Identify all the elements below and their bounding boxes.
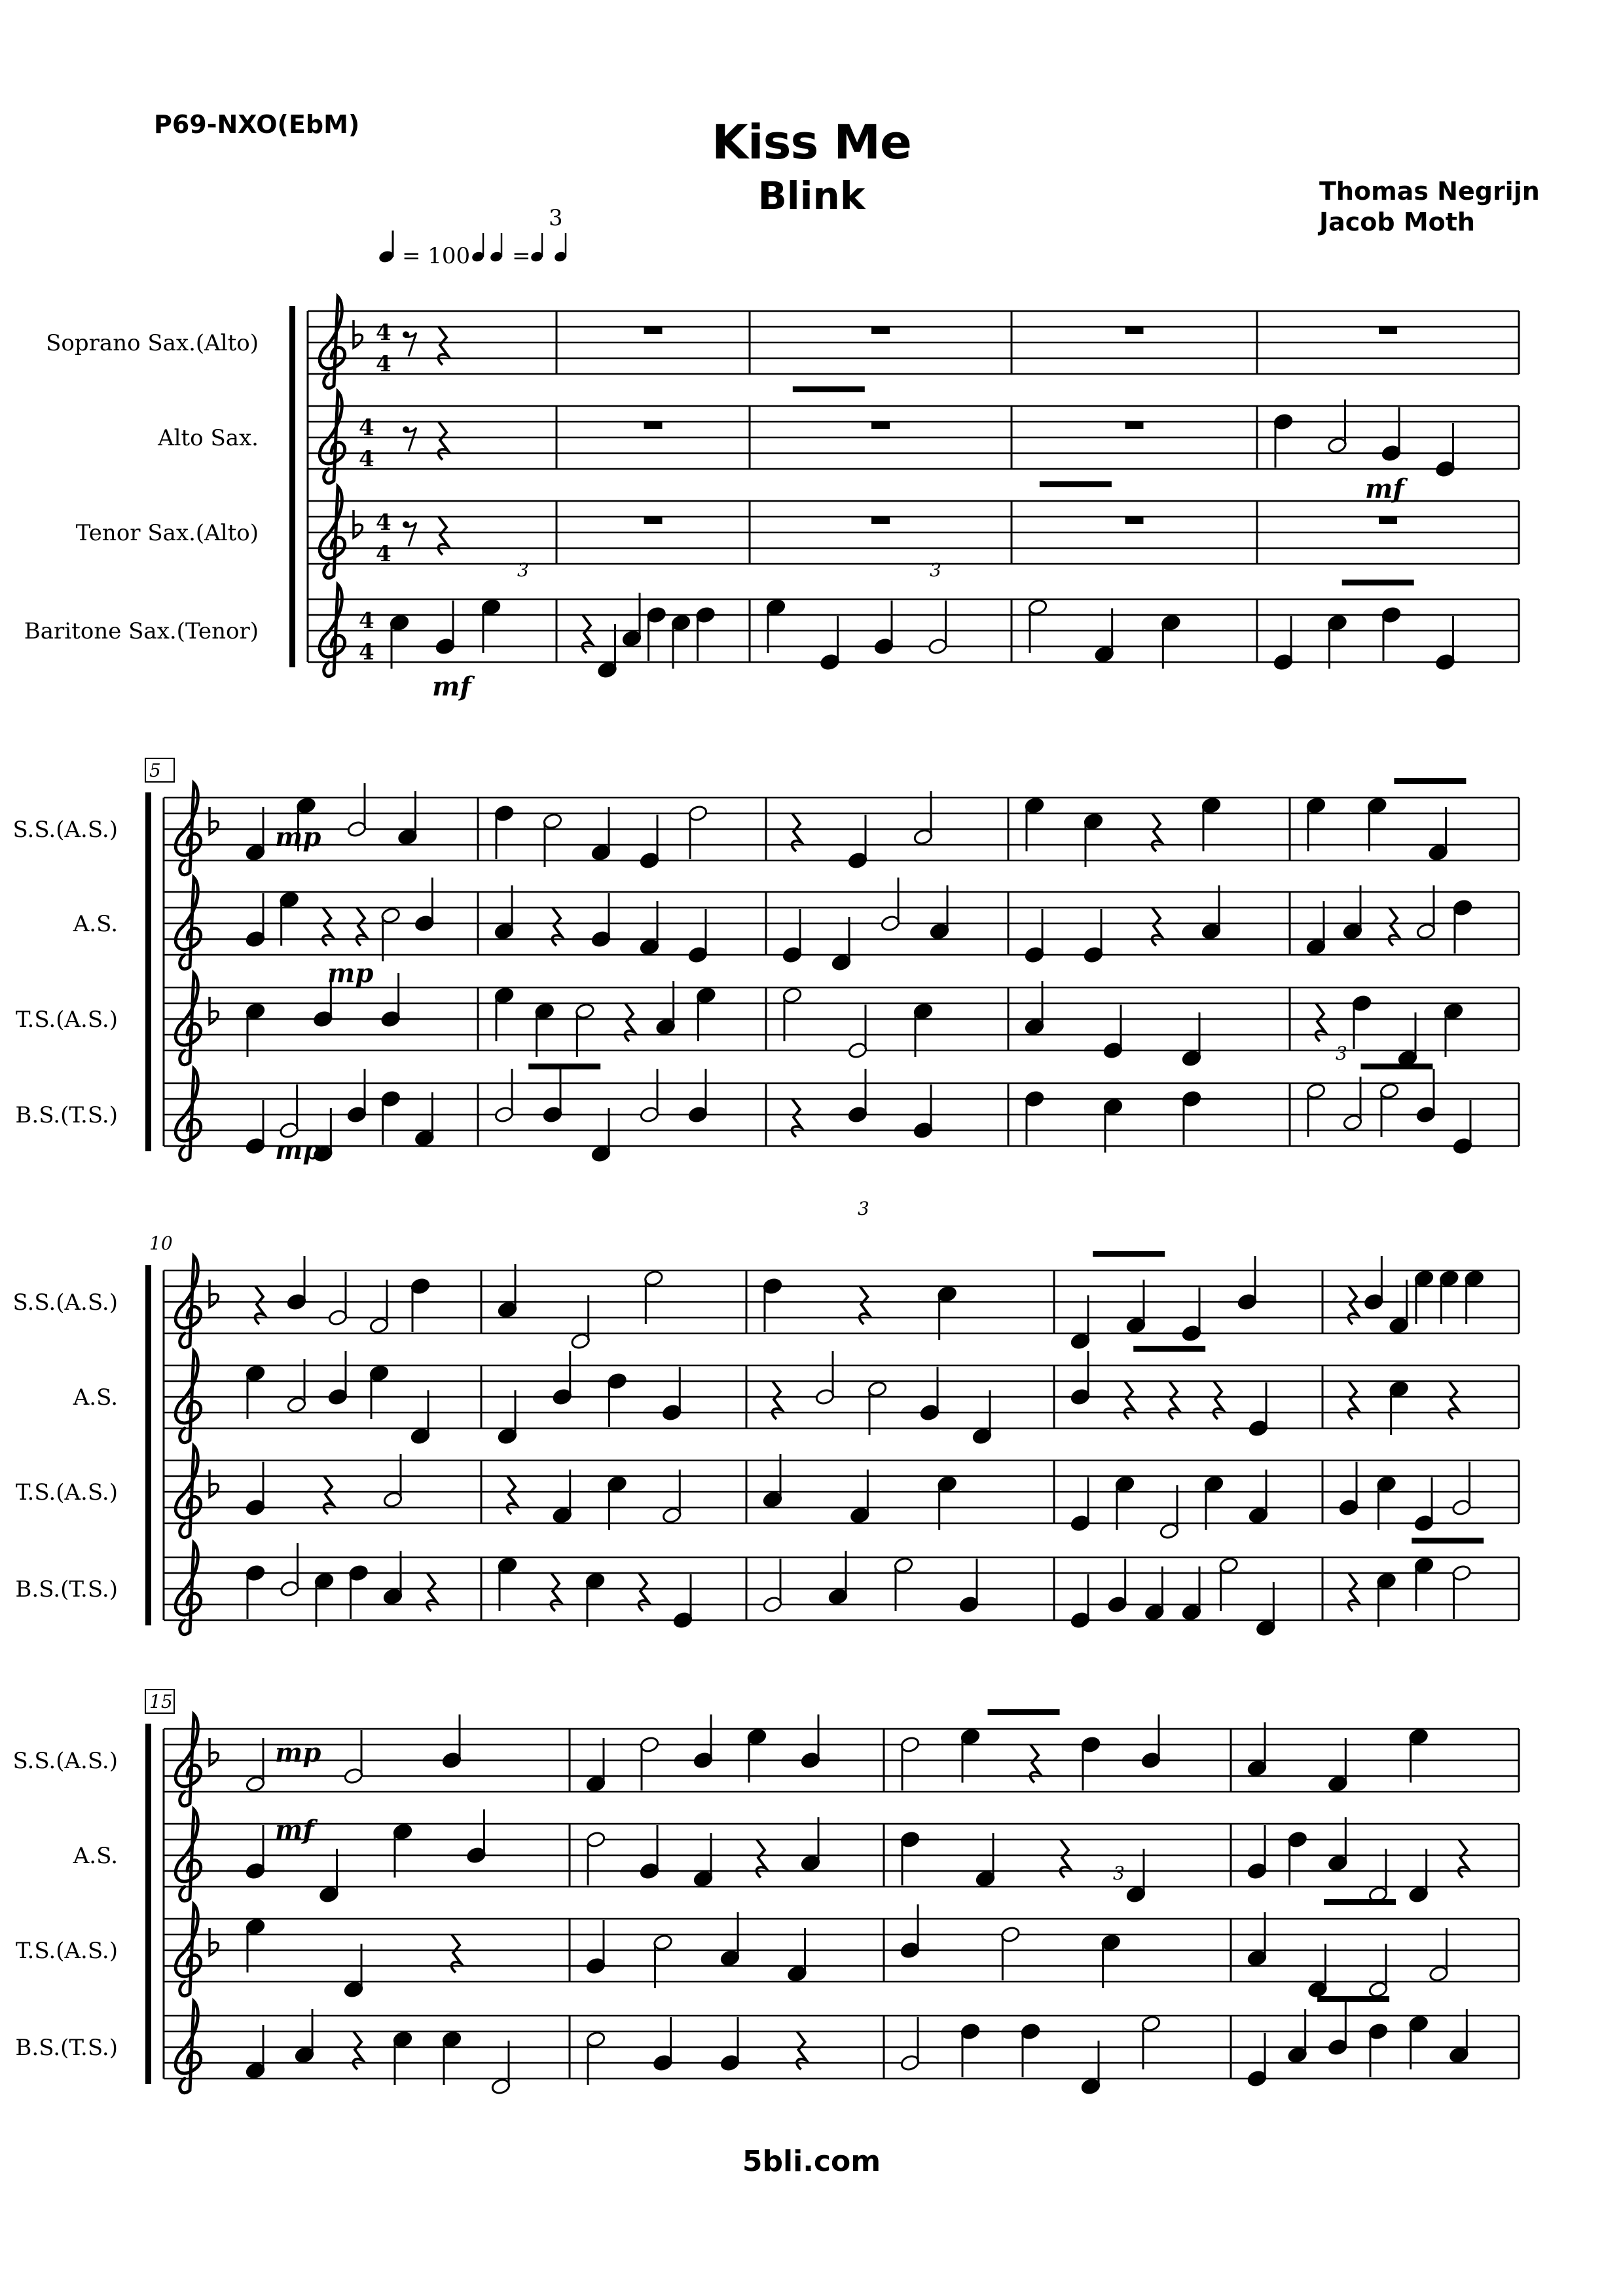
measure-number: 15 [149, 1691, 173, 1713]
quarter-rest [1389, 908, 1398, 946]
swing-equals: = [512, 243, 531, 269]
time-signature-top: 4 [359, 415, 374, 441]
triplet-mark: 3 [549, 205, 563, 231]
whole-rest [1125, 422, 1144, 429]
quarter-rest [773, 1381, 782, 1419]
triplet-mark: 3 [1336, 1043, 1347, 1064]
quarter-rest [551, 1573, 560, 1611]
note-beam [1133, 1346, 1205, 1352]
note-beam [1412, 1538, 1484, 1544]
artist-name: Blink [757, 174, 866, 218]
whole-rest [1379, 327, 1397, 334]
quarter-rest [439, 327, 448, 365]
time-signature-top: 4 [376, 509, 392, 536]
whole-rest [1125, 327, 1144, 334]
whole-rest [871, 327, 890, 334]
quarter-rest [439, 517, 448, 555]
eighth-rest [406, 428, 416, 451]
flat-sign [210, 807, 219, 834]
note-beam [1317, 1996, 1389, 2002]
quarter-rest [583, 615, 592, 653]
quarter-rest [553, 908, 562, 946]
triplet-mark: 3 [1113, 1862, 1125, 1884]
triplet-mark: 3 [517, 559, 529, 581]
triplet-mark: 3 [858, 1198, 869, 1219]
quarter-rest [1349, 1381, 1358, 1419]
footer-website: 5bli.com [742, 2145, 881, 2178]
instrument-label: T.S.(A.S.) [15, 1479, 118, 1506]
measure-number: 5 [149, 760, 161, 781]
instrument-label: A.S. [73, 1384, 118, 1411]
note-beam [1093, 1251, 1165, 1257]
quarter-rest [797, 2031, 806, 2069]
note-beam [528, 1064, 600, 1069]
flat-sign [210, 1928, 219, 1955]
whole-rest [644, 517, 663, 524]
note-beam [1342, 580, 1414, 585]
quarter-rest [427, 1573, 436, 1611]
dynamic-mf: mf [432, 671, 471, 702]
instrument-label: B.S.(T.S.) [15, 1576, 118, 1602]
quarter-rest [1061, 1840, 1070, 1878]
note-beam [1040, 481, 1112, 487]
quarter-rest [792, 813, 801, 851]
dynamic-mf: mf [275, 1815, 314, 1845]
instrument-label: Tenor Sax.(Alto) [75, 520, 259, 546]
time-signature-top: 4 [376, 320, 392, 346]
quarter-rest [1449, 1381, 1458, 1419]
quarter-rest [639, 1573, 648, 1611]
dynamic-mp: mp [275, 1737, 321, 1768]
time-signature-bottom: 4 [376, 541, 392, 567]
time-signature-top: 4 [359, 608, 374, 634]
instrument-label: B.S.(T.S.) [15, 2035, 118, 2061]
flat-sign [354, 320, 363, 348]
quarter-rest [357, 908, 366, 946]
whole-rest [871, 422, 890, 429]
quarter-rest [1169, 1381, 1178, 1419]
instrument-label: S.S.(A.S.) [12, 817, 118, 843]
instrument-label: A.S. [73, 911, 118, 937]
instrument-label: Baritone Sax.(Tenor) [24, 618, 259, 644]
dynamic-mp: mp [275, 822, 321, 853]
quarter-rest [1214, 1381, 1223, 1419]
quarter-rest [1152, 813, 1161, 851]
flat-sign [354, 510, 363, 538]
whole-rest [644, 327, 663, 334]
system-bracket [145, 1724, 151, 2084]
note-beam [1360, 1064, 1432, 1069]
flat-sign [210, 997, 219, 1024]
composer-1: Thomas Negrijn [1319, 177, 1540, 206]
system-bracket [145, 1265, 151, 1625]
note-beam [1324, 1899, 1396, 1905]
whole-rest [644, 422, 663, 429]
quarter-rest [324, 1476, 333, 1514]
quarter-rest [1152, 908, 1161, 946]
quarter-rest [860, 1286, 869, 1324]
eighth-rest [406, 333, 416, 356]
quarter-rest [757, 1840, 766, 1878]
instrument-label: T.S.(A.S.) [15, 1938, 118, 1964]
system-bracket [289, 306, 295, 667]
whole-rest [1379, 517, 1397, 524]
instrument-label: T.S.(A.S.) [15, 1007, 118, 1033]
dynamic-mf: mf [1365, 473, 1404, 504]
score-code: P69-NXO(EbM) [154, 110, 360, 139]
flat-sign [210, 1738, 219, 1766]
whole-rest [1125, 517, 1144, 524]
quarter-rest [1349, 1573, 1358, 1611]
quarter-rest [1459, 1840, 1468, 1878]
measure-number: 10 [149, 1232, 173, 1254]
flat-sign [210, 1280, 219, 1307]
quarter-rest [452, 1935, 461, 1972]
quarter-rest [507, 1476, 517, 1514]
dynamic-mp: mp [327, 958, 374, 989]
note-beam [1394, 778, 1466, 784]
dynamic-mp: mp [275, 1135, 321, 1166]
quarter-rest [323, 908, 332, 946]
quarter-rest [1316, 1003, 1325, 1041]
eighth-rest [406, 523, 416, 546]
note-beam [988, 1709, 1060, 1715]
tempo-marking: = 100 [402, 243, 471, 269]
time-signature-bottom: 4 [359, 446, 374, 472]
quarter-rest [792, 1099, 801, 1137]
song-title: Kiss Me [712, 115, 911, 170]
time-signature-bottom: 4 [376, 351, 392, 377]
system-bracket [145, 792, 151, 1151]
instrument-label: S.S.(A.S.) [12, 1289, 118, 1316]
quarter-rest [625, 1003, 634, 1041]
instrument-label: S.S.(A.S.) [12, 1748, 118, 1774]
instrument-label: B.S.(T.S.) [15, 1102, 118, 1128]
quarter-rest [1030, 1745, 1040, 1783]
time-signature-bottom: 4 [359, 639, 374, 665]
quarter-rest [1349, 1286, 1358, 1324]
instrument-label: Alto Sax. [158, 425, 259, 451]
flat-sign [210, 1470, 219, 1497]
quarter-rest [439, 422, 448, 460]
instrument-label: A.S. [73, 1843, 118, 1869]
quarter-rest [354, 2031, 363, 2069]
quarter-rest [255, 1286, 264, 1324]
composer-2: Jacob Moth [1319, 208, 1475, 236]
quarter-rest [1125, 1381, 1134, 1419]
instrument-label: Soprano Sax.(Alto) [46, 330, 259, 356]
whole-rest [871, 517, 890, 524]
triplet-mark: 3 [930, 559, 941, 581]
note-beam [793, 386, 865, 392]
